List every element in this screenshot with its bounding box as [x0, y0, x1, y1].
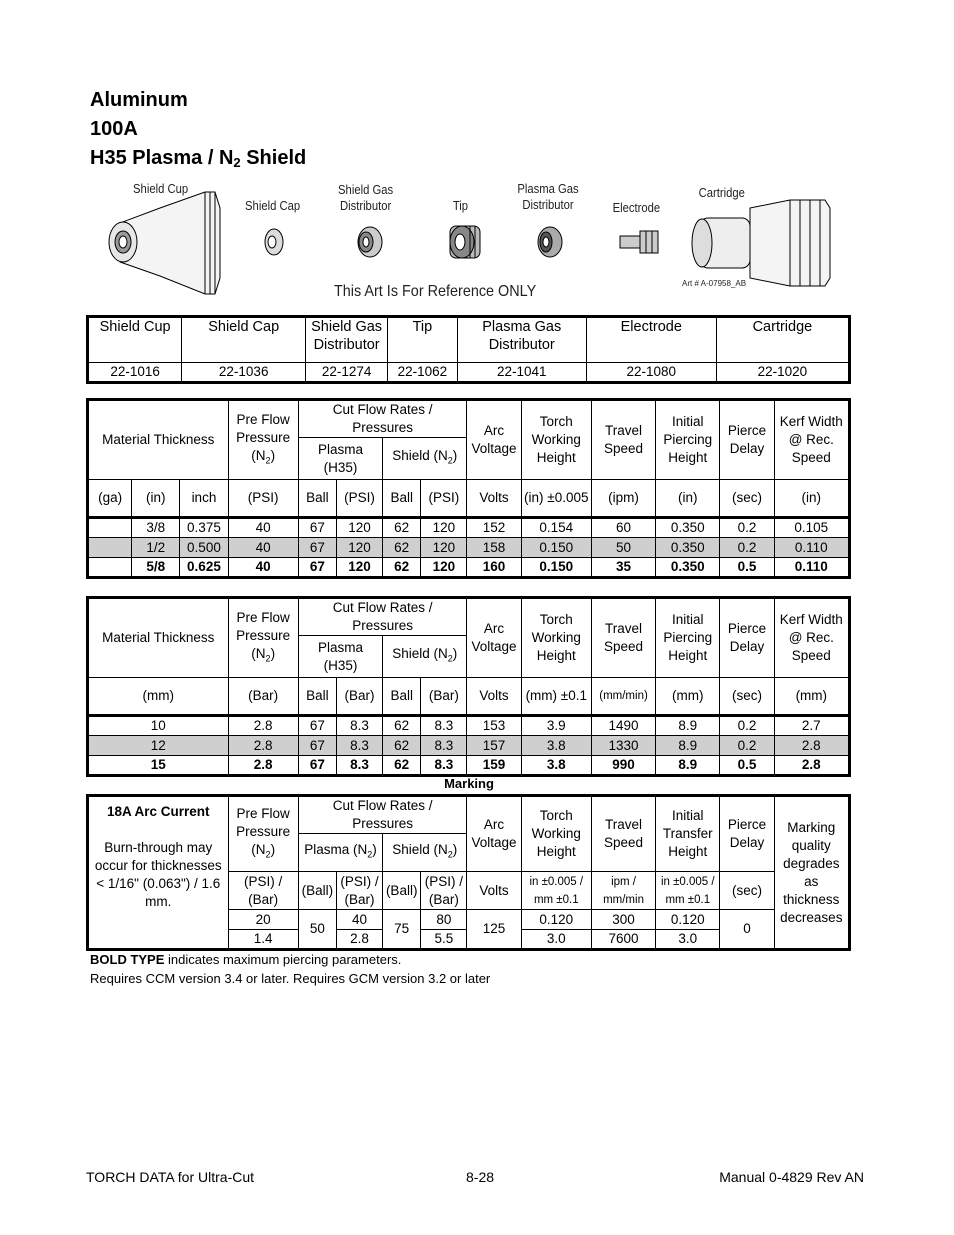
data-cell: 120: [421, 518, 467, 538]
data-cell: 0.110: [774, 558, 849, 578]
data-cell: 2.8: [228, 736, 298, 756]
imperial-units-row: [88, 480, 850, 518]
data-cell: 990: [591, 756, 655, 776]
close-paren: ): [372, 842, 377, 858]
hdr-preflow: [228, 796, 298, 872]
hdr-torch-height: Torch Working Height: [521, 400, 591, 480]
data-cell: 0.120: [521, 910, 591, 930]
hdr-preflow-text: Pre Flow Pressure: [236, 609, 291, 643]
hdr-preflow-text: Pre Flow Pressure: [236, 411, 291, 445]
imperial-cut-table: [86, 398, 851, 579]
n2-sub: 2: [265, 455, 271, 466]
notes: [90, 950, 490, 988]
data-cell: 8.3: [336, 716, 382, 736]
label-electrode: Electrode: [612, 201, 661, 215]
data-cell: 1330: [591, 736, 655, 756]
unit-cell: (Bar): [421, 678, 467, 716]
data-cell: 158: [467, 538, 521, 558]
data-cell: 67: [298, 756, 336, 776]
part-number: 22-1036: [182, 363, 306, 383]
unit-cell: Volts: [467, 872, 521, 910]
unit-cell: Ball: [383, 480, 421, 518]
data-cell: 0.150: [521, 538, 591, 558]
unit-cell: (PSI) / (Bar): [336, 872, 382, 910]
hdr-pierce-delay: Pierce Delay: [720, 796, 774, 872]
data-cell: 50: [591, 538, 655, 558]
part-number: 22-1016: [88, 363, 182, 383]
n2-pre: (N: [251, 645, 266, 661]
data-cell: 153: [467, 716, 521, 736]
data-cell: 15: [88, 756, 229, 776]
data-cell: 67: [298, 538, 336, 558]
data-cell: 0.350: [656, 518, 720, 538]
unit-cell: (PSI): [228, 480, 298, 518]
cartridge-drawing: [692, 200, 830, 286]
unit-cell: inch: [180, 480, 228, 518]
n2-sub: 2: [447, 849, 453, 860]
hdr-shield-n2: [383, 834, 467, 872]
hdr-plasma-h35: Plasma (H35): [298, 438, 382, 480]
data-cell: 62: [383, 518, 421, 538]
data-cell: 62: [383, 756, 421, 776]
data-cell: 75: [383, 910, 421, 950]
data-cell: 1.4: [228, 930, 298, 950]
data-cell: 0.5: [720, 558, 774, 578]
title-gases: [90, 144, 306, 177]
marking-table: [86, 794, 851, 951]
parts-number-row: [88, 363, 850, 383]
data-cell: 67: [298, 716, 336, 736]
hdr-kerf-width: Kerf Width @ Rec. Speed: [774, 400, 849, 480]
table-row: [88, 756, 850, 776]
data-cell: 62: [383, 558, 421, 578]
data-cell: 2.8: [774, 756, 849, 776]
unit-cell: (ipm): [591, 480, 655, 518]
data-cell: 8.3: [421, 756, 467, 776]
data-cell: 3.8: [521, 736, 591, 756]
close-paren: ): [270, 645, 276, 661]
unit-cell: (Bar): [228, 678, 298, 716]
data-cell: 1/2: [132, 538, 180, 558]
unit-cell: Volts: [467, 678, 521, 716]
unit-cell: (in): [132, 480, 180, 518]
hdr-initial-pierce-height: Initial Piercing Height: [656, 598, 720, 678]
data-cell: 40: [228, 558, 298, 578]
label-shield-cap: Shield Cap: [245, 199, 301, 213]
parts-header-cell: Shield Cup: [88, 317, 182, 363]
data-cell: 35: [591, 558, 655, 578]
data-cell: 0.2: [720, 736, 774, 756]
unit-cell: (Bar): [336, 678, 382, 716]
hdr-torch-height: Torch Working Height: [521, 598, 591, 678]
data-cell: 12: [88, 736, 229, 756]
data-cell: 2.8: [774, 736, 849, 756]
data-cell: 159: [467, 756, 521, 776]
table-row: [88, 716, 850, 736]
data-cell: 67: [298, 518, 336, 538]
data-cell: 0.2: [720, 518, 774, 538]
part-number: 22-1062: [388, 363, 458, 383]
metric-units-row: [88, 678, 850, 716]
marking-arc-current: 18A Arc Current: [107, 804, 210, 819]
hdr-initial-pierce-height: Initial Piercing Height: [656, 400, 720, 480]
data-cell: 120: [421, 558, 467, 578]
title-gases-text-2: Shield: [240, 147, 307, 169]
data-cell: 3.8: [521, 756, 591, 776]
parts-header-cell: Cartridge: [716, 317, 849, 363]
close-paren: ): [270, 447, 276, 463]
data-cell: 3.9: [521, 716, 591, 736]
unit-cell: (mm): [656, 678, 720, 716]
data-cell: 120: [336, 558, 382, 578]
data-cell: 40: [228, 518, 298, 538]
parts-header-cell: Shield Cap: [182, 317, 306, 363]
data-cell: 8.3: [336, 756, 382, 776]
data-cell: 0.2: [720, 716, 774, 736]
unit-cell: (in): [774, 480, 849, 518]
unit-cell: (in) ±0.005: [521, 480, 591, 518]
label-cartridge: Cartridge: [698, 186, 745, 200]
bold-type-text: indicates maximum piercing parameters.: [164, 952, 402, 967]
unit-cell: (mm/min): [591, 678, 655, 716]
data-cell: 0.2: [720, 538, 774, 558]
label-shield-cup: Shield Cup: [133, 182, 189, 196]
data-cell: [88, 518, 132, 538]
part-number: 22-1080: [586, 363, 716, 383]
marking-burn-note: Burn-through may occur for thicknesses < 1/16" (0.063") / 1.6 mm.: [94, 840, 222, 909]
hdr-cutflow: Cut Flow Rates / Pressures: [298, 400, 467, 438]
hdr-material-thickness: Material Thickness: [88, 598, 229, 678]
hdr-travel-speed: Travel Speed: [591, 598, 655, 678]
table-row: [88, 518, 850, 538]
bold-type-label: BOLD TYPE: [90, 952, 165, 967]
hdr-arc-voltage: Arc Voltage: [467, 598, 521, 678]
hdr-plasma-n2: [298, 834, 382, 872]
data-cell: 0.154: [521, 518, 591, 538]
art-number: Art # A-07958_AB: [682, 279, 747, 288]
close-paren: ): [270, 841, 276, 857]
tip-drawing: [450, 226, 480, 258]
data-cell: 8.9: [656, 756, 720, 776]
hdr-plasma-h35: Plasma (H35): [298, 636, 382, 678]
hdr-arc-voltage: Arc Voltage: [467, 796, 521, 872]
hdr-shield-text: Shield (N: [392, 646, 448, 662]
hdr-material-thickness: Material Thickness: [88, 400, 229, 480]
close-paren: ): [452, 842, 458, 858]
label-sgd-line2: Distributor: [339, 199, 392, 213]
part-number: 22-1041: [457, 363, 586, 383]
bold-type-note: [90, 950, 490, 969]
data-cell: 8.9: [656, 736, 720, 756]
shield-cap-drawing: [265, 229, 283, 255]
footer-page-number: 8-28: [466, 1169, 495, 1185]
parts-header-cell: Plasma Gas Distributor: [457, 317, 586, 363]
hdr-shield-text: Shield (N: [392, 842, 448, 858]
electrode-drawing: [620, 231, 658, 253]
close-paren: ): [452, 646, 458, 662]
parts-header-cell: Electrode: [586, 317, 716, 363]
reference-note: This Art Is For Reference ONLY: [334, 283, 537, 300]
data-cell: 8.9: [656, 716, 720, 736]
parts-header-cell: Shield Gas Distributor: [306, 317, 388, 363]
data-cell: 0.110: [774, 538, 849, 558]
hdr-preflow: [228, 400, 298, 480]
shield-gas-distributor-drawing: [358, 227, 382, 257]
footer-right: Manual 0-4829 Rev AN: [719, 1169, 864, 1185]
hdr-pierce-delay: Pierce Delay: [720, 598, 774, 678]
n2-sub: 2: [265, 849, 271, 860]
marking-quality-note: Marking quality degrades as thickness decreases: [774, 796, 849, 950]
parts-header-cell: Tip: [388, 317, 458, 363]
data-cell: 7600: [591, 930, 655, 950]
data-cell: 0.350: [656, 558, 720, 578]
n2-sub: 2: [447, 653, 453, 664]
data-cell: 120: [336, 538, 382, 558]
data-cell: 0.350: [656, 538, 720, 558]
data-cell: 40: [336, 910, 382, 930]
title-gases-text: H35 Plasma / N: [90, 147, 234, 169]
hdr-initial-transfer-height: Initial Transfer Height: [656, 796, 720, 872]
unit-cell: (ga): [88, 480, 132, 518]
data-cell: 8.3: [421, 736, 467, 756]
data-cell: 50: [298, 910, 336, 950]
marking-arc-current-cell: [88, 796, 229, 950]
unit-cell: (Ball): [383, 872, 421, 910]
data-cell: 3.0: [521, 930, 591, 950]
n2-pre: (N: [251, 841, 266, 857]
metric-cut-table: [86, 596, 851, 777]
data-cell: 125: [467, 910, 521, 950]
hdr-preflow-text: Pre Flow Pressure: [236, 805, 291, 839]
footer-left: TORCH DATA for Ultra-Cut: [86, 1169, 255, 1185]
data-cell: 67: [298, 558, 336, 578]
table-row: [88, 736, 850, 756]
unit-cell: (sec): [720, 480, 774, 518]
data-cell: 120: [336, 518, 382, 538]
unit-cell: (PSI): [421, 480, 467, 518]
unit-cell: (mm): [88, 678, 229, 716]
data-cell: 5.5: [421, 930, 467, 950]
hdr-torch-height: Torch Working Height: [521, 796, 591, 872]
data-cell: 60: [591, 518, 655, 538]
unit-cell: (sec): [720, 872, 774, 910]
marking-title: Marking: [444, 776, 494, 791]
data-cell: 62: [383, 736, 421, 756]
hdr-cutflow: Cut Flow Rates / Pressures: [298, 598, 467, 636]
data-cell: 8.3: [336, 736, 382, 756]
unit-cell: Ball: [298, 480, 336, 518]
data-cell: [88, 558, 132, 578]
hdr-travel-speed: Travel Speed: [591, 796, 655, 872]
data-cell: 0.625: [180, 558, 228, 578]
data-cell: 0: [720, 910, 774, 950]
table-row: [88, 538, 850, 558]
n2-sub: 2: [367, 849, 373, 860]
title-material: Aluminum: [90, 89, 188, 111]
data-cell: 3.0: [656, 930, 720, 950]
hdr-travel-speed: Travel Speed: [591, 400, 655, 480]
label-sgd-line1: Shield Gas: [338, 183, 394, 197]
data-cell: 2.7: [774, 716, 849, 736]
data-cell: 0.5: [720, 756, 774, 776]
data-cell: 40: [228, 538, 298, 558]
data-cell: 8.3: [421, 716, 467, 736]
unit-cell: (in): [656, 480, 720, 518]
data-cell: 10: [88, 716, 229, 736]
table-row: [88, 558, 850, 578]
page-title: [90, 86, 306, 177]
hdr-shield-n2: [383, 438, 467, 480]
hdr-shield-text: Shield (N: [392, 448, 448, 464]
data-cell: 2.8: [228, 716, 298, 736]
data-cell: 2.8: [336, 930, 382, 950]
unit-cell: (sec): [720, 678, 774, 716]
part-number: 22-1020: [716, 363, 849, 383]
data-cell: 160: [467, 558, 521, 578]
data-cell: 157: [467, 736, 521, 756]
unit-cell: (PSI): [336, 480, 382, 518]
data-cell: 80: [421, 910, 467, 930]
n2-pre: (N: [251, 447, 266, 463]
unit-cell: Ball: [298, 678, 336, 716]
data-cell: 0.105: [774, 518, 849, 538]
hdr-preflow: [228, 598, 298, 678]
hdr-arc-voltage: Arc Voltage: [467, 400, 521, 480]
hdr-cutflow: Cut Flow Rates / Pressures: [298, 796, 467, 834]
data-cell: 0.375: [180, 518, 228, 538]
title-gases-sub: 2: [233, 155, 241, 170]
plasma-gas-distributor-drawing: [538, 227, 562, 257]
hdr-plasma-n2-text: Plasma (N: [304, 842, 368, 858]
unit-cell: (mm): [774, 678, 849, 716]
hdr-kerf-width: Kerf Width @ Rec. Speed: [774, 598, 849, 678]
unit-cell: (Ball): [298, 872, 336, 910]
unit-cell: Volts: [467, 480, 521, 518]
data-cell: 152: [467, 518, 521, 538]
data-cell: 20: [228, 910, 298, 930]
unit-cell: ipm / mm/min: [591, 872, 655, 910]
hdr-pierce-delay: Pierce Delay: [720, 400, 774, 480]
n2-sub: 2: [447, 455, 453, 466]
unit-cell: (mm) ±0.1: [521, 678, 591, 716]
label-pgd-line1: Plasma Gas: [517, 182, 579, 196]
unit-cell: (PSI) / (Bar): [421, 872, 467, 910]
data-cell: 120: [421, 538, 467, 558]
parts-header-row: [88, 317, 850, 363]
shield-cup-drawing: [109, 192, 220, 294]
part-number: 22-1274: [306, 363, 388, 383]
data-cell: 300: [591, 910, 655, 930]
unit-cell: in ±0.005 / mm ±0.1: [656, 872, 720, 910]
label-tip: Tip: [452, 199, 469, 213]
unit-cell: in ±0.005 / mm ±0.1: [521, 872, 591, 910]
label-pgd-line2: Distributor: [522, 198, 574, 212]
unit-cell: Ball: [383, 678, 421, 716]
data-cell: 67: [298, 736, 336, 756]
data-cell: 62: [383, 538, 421, 558]
data-cell: 3/8: [132, 518, 180, 538]
unit-cell: (PSI) / (Bar): [228, 872, 298, 910]
data-cell: 0.500: [180, 538, 228, 558]
data-cell: [88, 538, 132, 558]
hdr-shield-n2: [383, 636, 467, 678]
data-cell: 0.150: [521, 558, 591, 578]
data-cell: 0.120: [656, 910, 720, 930]
parts-table: [86, 315, 851, 384]
data-cell: 5/8: [132, 558, 180, 578]
n2-sub: 2: [265, 653, 271, 664]
close-paren: ): [452, 448, 458, 464]
requires-note: Requires CCM version 3.4 or later. Requires GCM version 3.2 or later: [90, 971, 491, 986]
title-current: 100A: [90, 118, 138, 140]
data-cell: 2.8: [228, 756, 298, 776]
data-cell: 1490: [591, 716, 655, 736]
data-cell: 62: [383, 716, 421, 736]
